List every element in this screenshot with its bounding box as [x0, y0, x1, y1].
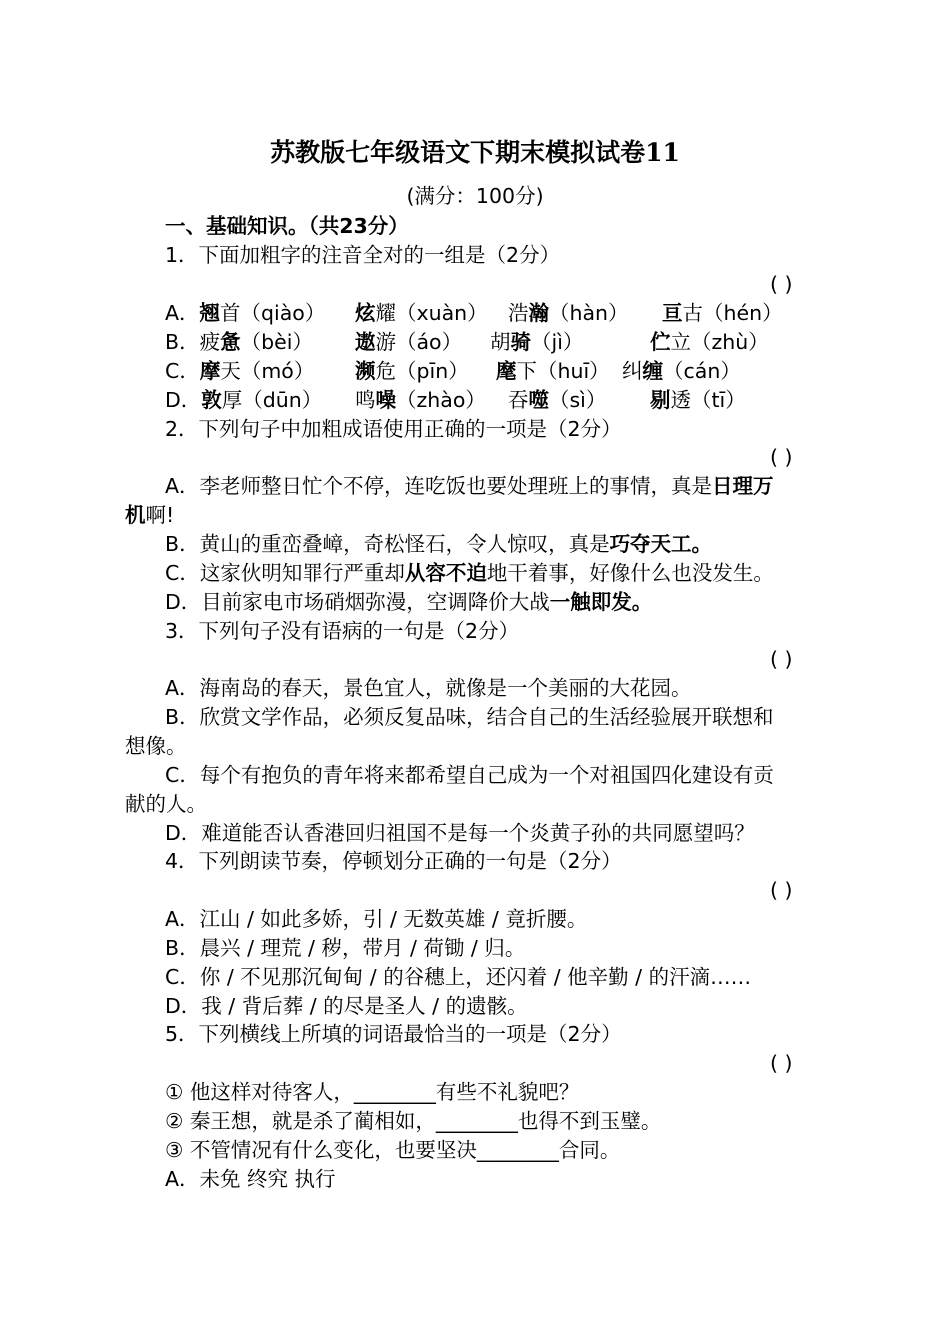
section-heading: 一、基础知识。（共23分）: [165, 214, 409, 238]
plain-char: 纠: [622, 359, 643, 383]
pinyin-item: 古（hén）: [682, 301, 783, 325]
q3-answer-blank: ( ): [770, 647, 793, 671]
pinyin-item: 危（pīn）: [375, 359, 469, 383]
bold-char: 惫: [220, 330, 241, 354]
bold-idiom: 一触即发。: [549, 590, 653, 614]
pinyin-item: （bèi）: [240, 330, 313, 354]
bold-char: 濒: [355, 359, 376, 383]
sentence-text: ③ 不管情况有什么变化，也要坚决: [165, 1138, 477, 1162]
pinyin-item: 透（tī）: [670, 388, 746, 412]
pinyin-item: 厚（dūn）: [221, 388, 323, 412]
pinyin-item: 首（qiào）: [220, 301, 326, 325]
bold-char: 炫: [355, 301, 376, 325]
q1-option-c: [165, 357, 741, 386]
plain-char: 疲: [199, 330, 221, 354]
pinyin-item: （cán）: [663, 359, 741, 383]
q5-sentence-3: [165, 1136, 620, 1165]
fill-blank: ________: [476, 1138, 559, 1162]
option-text: D．目前家电市场硝烟弥漫，空调降价大战: [165, 590, 550, 614]
sentence-text: ② 秦王想，就是杀了蔺相如，: [165, 1109, 436, 1133]
bold-idiom: 从容不迫: [404, 561, 487, 585]
bold-char: 遨: [355, 330, 376, 354]
pinyin-item: 游（áo）: [375, 330, 463, 354]
bold-char: 伫: [650, 330, 671, 354]
q3-option-c-cont: 献的人。: [125, 792, 207, 816]
bold-idiom: 机: [125, 503, 146, 527]
bold-char: 瀚: [528, 301, 549, 325]
bold-idiom: 日理万: [712, 474, 774, 498]
sentence-text: 也得不到玉璧。: [517, 1109, 662, 1133]
q5-answer-blank: ( ): [770, 1051, 793, 1075]
option-label: D．: [165, 388, 202, 412]
bold-char: 剔: [650, 388, 671, 412]
option-label: B．: [165, 330, 200, 354]
bold-char: 噬: [528, 388, 549, 412]
option-text: 啊!: [145, 503, 175, 527]
q1-option-b: [165, 328, 769, 357]
q1-option-d: [165, 386, 746, 415]
q2-stem: 2．下列句子中加粗成语使用正确的一项是（2分）: [165, 417, 622, 441]
q4-option-d: D．我 / 背后葬 / 的尽是圣人 / 的遗骸。: [165, 994, 528, 1018]
bold-char: 骑: [510, 330, 531, 354]
q5-stem: 5．下列横线上所填的词语最恰当的一项是（2分）: [165, 1022, 622, 1046]
bold-char: 缠: [642, 359, 663, 383]
q4-stem: 4．下列朗读节奏，停顿划分正确的一句是（2分）: [165, 849, 622, 873]
q1-answer-blank: ( ): [770, 272, 793, 296]
q5-sentence-1: [165, 1078, 579, 1107]
bold-char: 噪: [375, 388, 396, 412]
q1-stem: 1．下面加粗字的注音全对的一组是（2分）: [165, 243, 561, 267]
bold-char: 麾: [496, 359, 517, 383]
pinyin-item: （sì）: [549, 388, 607, 412]
option-text: A．李老师整日忙个不停，连吃饭也要处理班上的事情，真是: [165, 474, 713, 498]
pinyin-item: 天（mó）: [220, 359, 315, 383]
option-label: A．: [165, 301, 200, 325]
q3-option-d: D．难道能否认香港回归祖国不是每一个炎黄子孙的共同愿望吗？: [165, 821, 755, 845]
q4-option-a: A．江山 / 如此多娇，引 / 无数英雄 / 竟折腰。: [165, 907, 588, 931]
q4-option-c: C．你 / 不见那沉甸甸 / 的谷穗上，还闪着 / 他辛勤 / 的汗滴……: [165, 965, 752, 989]
q5-option-a: A．未免 终究 执行: [165, 1167, 336, 1191]
option-label: C．: [165, 359, 200, 383]
pinyin-item: （jì）: [531, 330, 584, 354]
plain-char: 吞: [508, 388, 529, 412]
plain-char: 胡: [490, 330, 511, 354]
pinyin-item: （hàn）: [549, 301, 629, 325]
pinyin-item: 立（zhù）: [670, 330, 769, 354]
fill-blank: ________: [435, 1109, 518, 1133]
q4-answer-blank: ( ): [770, 878, 793, 902]
page-title: 苏教版七年级语文下期末模拟试卷11: [270, 138, 680, 167]
sentence-text: 合同。: [558, 1138, 621, 1162]
plain-char: 浩: [508, 301, 529, 325]
q3-option-c: C．每个有抱负的青年将来都希望自己成为一个对祖国四化建设有贡: [165, 763, 774, 787]
pinyin-item: 耀（xuàn）: [375, 301, 488, 325]
option-text: B．黄山的重峦叠嶂，奇松怪石，令人惊叹，真是: [165, 532, 610, 556]
pinyin-item: （zhào）: [396, 388, 486, 412]
q3-stem: 3．下列句子没有语病的一句是（2分）: [165, 619, 520, 643]
q3-option-b-cont: 想像。: [125, 734, 187, 758]
q2-answer-blank: ( ): [770, 445, 793, 469]
bold-char: 敦: [201, 388, 222, 412]
q3-option-b: B．欣赏文学作品，必须反复品味，结合自己的生活经验展开联想和: [165, 705, 774, 729]
q2-option-a-cont: [125, 501, 174, 530]
q2-option-c: [165, 559, 774, 588]
bold-char: 摩: [199, 359, 221, 383]
bold-char: 亘: [662, 301, 683, 325]
q4-option-b: B．晨兴 / 理荒 / 秽，带月 / 荷锄 / 归。: [165, 936, 526, 960]
q2-option-b: [165, 530, 712, 559]
q3-option-a: A．海南岛的春天，景色宜人，就像是一个美丽的大花园。: [165, 676, 692, 700]
q5-sentence-2: [165, 1107, 661, 1136]
score-note: (满分：100分): [406, 184, 544, 208]
q2-option-d: [165, 588, 652, 617]
sentence-text: 有些不礼貌吧？: [435, 1080, 580, 1104]
option-text: C．这家伙明知罪行严重却: [165, 561, 405, 585]
q1-option-a: [165, 299, 783, 328]
bold-idiom: 巧夺天工。: [609, 532, 713, 556]
fill-blank: ________: [353, 1080, 436, 1104]
q2-option-a: [165, 472, 774, 501]
sentence-text: ① 他这样对待客人，: [165, 1080, 354, 1104]
plain-char: 鸣: [355, 388, 376, 412]
option-text: 地干着事，好像什么也没发生。: [486, 561, 774, 585]
pinyin-item: 下（huī）: [516, 359, 610, 383]
bold-char: 翘: [199, 301, 221, 325]
